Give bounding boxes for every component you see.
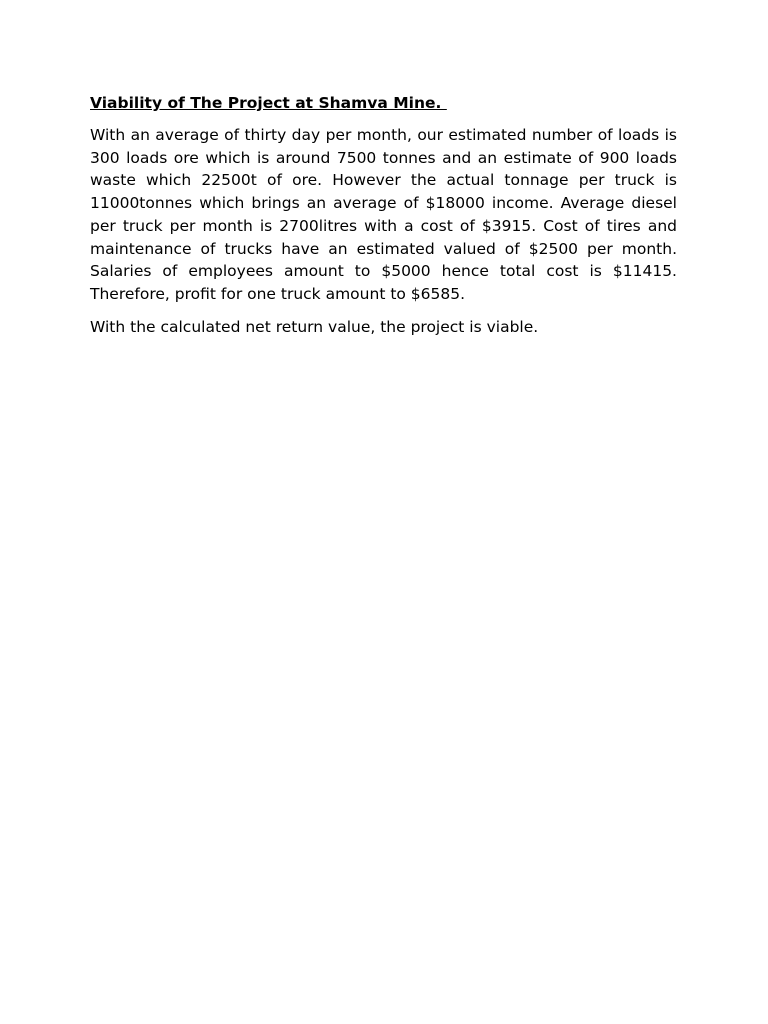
paragraph-cost-analysis: With an average of thirty day per month, our estimated number of loads is 300 loads ore which is around 7500 tonnes and an estimate of 900 loads waste which 22500t of ore. However the actual tonnage per truck is 11000tonnes which brings an average of $18000 income. Average diesel per truck per month is 2700litres with a cost of $3915. Cost of tires and maintenance of trucks have an estimated valued of $2500 per month. Salaries of employees amount to $5000 hence total cost is $11415. Therefore, profit for one truck amount to $6585. [90, 126, 677, 303]
document-heading: Viability of The Project at Shamva Mine. [90, 94, 447, 112]
document-body [90, 93, 677, 348]
paragraph-conclusion: With the calculated net return value, the project is viable. [90, 317, 539, 336]
